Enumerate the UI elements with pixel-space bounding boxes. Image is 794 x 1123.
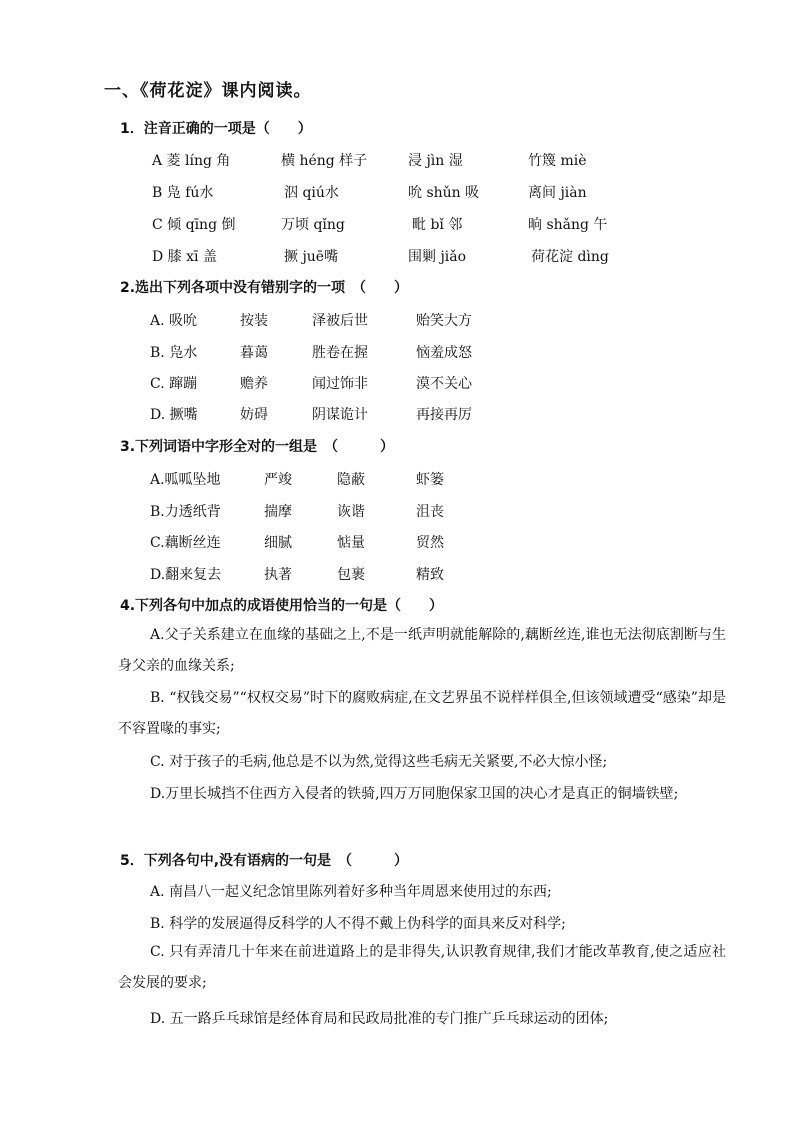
q1-option: 浸 jìn 湿	[408, 153, 463, 169]
q2-option: 泽被后世	[312, 313, 368, 329]
q2-option: D. 撅嘴	[150, 407, 198, 423]
question-4-stem: 4.下列各句中加点的成语使用恰当的一句是（ ）	[120, 598, 444, 614]
question-5-stem: 5．下列各句中,没有语病的一句是 （ ）	[120, 853, 409, 869]
q1-option: B 凫 fú水	[152, 185, 214, 201]
q2-row-a	[0, 310, 794, 332]
q3-option: C.藕断丝连	[150, 535, 221, 551]
q2-row-d	[0, 404, 794, 426]
section-title: 一、《荷花淀》课内阅读。	[104, 81, 312, 101]
q3-option: 细腻	[264, 535, 292, 551]
q2-option: 再接再厉	[416, 407, 472, 423]
question-1-stem: 1．注音正确的一项是（ ）	[120, 121, 312, 137]
q1-row-a	[0, 150, 794, 172]
q3-row-d	[0, 564, 794, 586]
q1-option: A 菱 líng 角	[152, 153, 231, 169]
q3-option: 贸然	[416, 535, 444, 551]
q1-option: 毗 bǐ 邻	[412, 217, 463, 233]
q1-option: C 倾 qīng 倒	[152, 217, 236, 233]
q3-option: 精致	[416, 567, 444, 583]
q1-option: 泅 qiú水	[284, 185, 339, 201]
q2-row-b	[0, 342, 794, 364]
q3-option: 隐蔽	[337, 472, 365, 488]
q1-option: 荷花淀 dìng	[531, 249, 609, 265]
q1-row-b	[0, 182, 794, 204]
q3-row-a	[0, 469, 794, 491]
q1-option: 万顷 qǐng	[281, 217, 345, 233]
q1-option: D 膝 xī 盖	[152, 249, 217, 265]
q3-row-b	[0, 501, 794, 523]
q3-option: 执著	[264, 567, 292, 583]
q2-option: 恼羞成怒	[416, 345, 472, 361]
q3-option: 包裹	[337, 567, 365, 583]
q4-option-c: C. 对于孩子的毛病,他总是不以为然,觉得这些毛病无关紧要,不必大惊小怪;	[150, 754, 608, 770]
q1-row-d	[0, 246, 794, 268]
q3-option: 惦量	[337, 535, 365, 551]
question-2-stem: 2.选出下列各项中没有错别字的一项 （ ）	[120, 280, 409, 296]
q1-row-c	[0, 214, 794, 236]
q5-option-a: A. 南昌八一起义纪念馆里陈列着好多种当年周恩来使用过的东西;	[150, 884, 552, 900]
q4-option-a: A.父子关系建立在血缘的基础之上,不是一纸声明就能解除的,藕断丝连,谁也无法彻底割断与生身父亲的血缘关系;	[118, 627, 726, 674]
q5-option-c: C. 只有弄清几十年来在前进道路上的是非得失,认识教育规律,我们才能改革教育,使之适应社会发展的要求;	[118, 944, 726, 991]
question-3-stem: 3.下列词语中字形全对的一组是 （ ）	[120, 439, 395, 455]
q3-option: 揣摩	[264, 504, 292, 520]
q3-row-c	[0, 532, 794, 554]
q2-option: 胜卷在握	[312, 345, 368, 361]
q1-option: 离间 jiàn	[528, 185, 587, 201]
q3-option: 虾篓	[416, 472, 444, 488]
q2-option: 按装	[240, 313, 268, 329]
q2-option: 阴谋诡计	[312, 407, 368, 423]
q5-option-d: D. 五一路乒乓球馆是经体育局和民政局批准的专门推广乒乓球运动的团体;	[150, 1011, 609, 1027]
q5-option-b: B. 科学的发展逼得反科学的人不得不戴上伪科学的面具来反对科学;	[150, 916, 566, 932]
q1-option: 吮 shǔn 吸	[408, 185, 480, 201]
q1-option: 围剿 jiǎo	[408, 249, 467, 265]
q3-option: D.翻来复去	[150, 567, 222, 583]
q2-option: 漠不关心	[416, 376, 472, 392]
q2-option: A. 吸吮	[150, 313, 198, 329]
q2-option: 贻笑大方	[416, 313, 472, 329]
q2-option: 赡养	[240, 376, 268, 392]
q1-option: 撅 juē嘴	[284, 249, 339, 265]
q2-option: 闻过饰非	[312, 376, 368, 392]
q1-option: 横 héng 样子	[281, 153, 368, 169]
q1-option: 晌 shǎng 午	[528, 217, 608, 233]
q3-option: 沮丧	[416, 504, 444, 520]
q3-option: A.呱呱坠地	[150, 472, 221, 488]
q3-option: 诙谐	[337, 504, 365, 520]
q1-option: 竹篾 miè	[528, 153, 587, 169]
q4-option-b: B. “权钱交易”“权权交易”时下的腐败病症,在文艺界虽不说样样俱全,但该领域遭受“感染”却是不容置喙的事实;	[118, 690, 726, 737]
q2-option: 妨碍	[240, 407, 268, 423]
q3-option: B.力透纸背	[150, 504, 221, 520]
q4-option-d: D.万里长城挡不住西方入侵者的铁骑,四万万同胞保家卫国的决心才是真正的铜墙铁壁;	[150, 786, 679, 802]
q3-option: 严竣	[264, 472, 292, 488]
q2-row-c	[0, 373, 794, 395]
q2-option: 暮蔼	[240, 345, 268, 361]
q2-option: C. 蹿蹦	[150, 376, 198, 392]
q2-option: B. 凫水	[150, 345, 198, 361]
